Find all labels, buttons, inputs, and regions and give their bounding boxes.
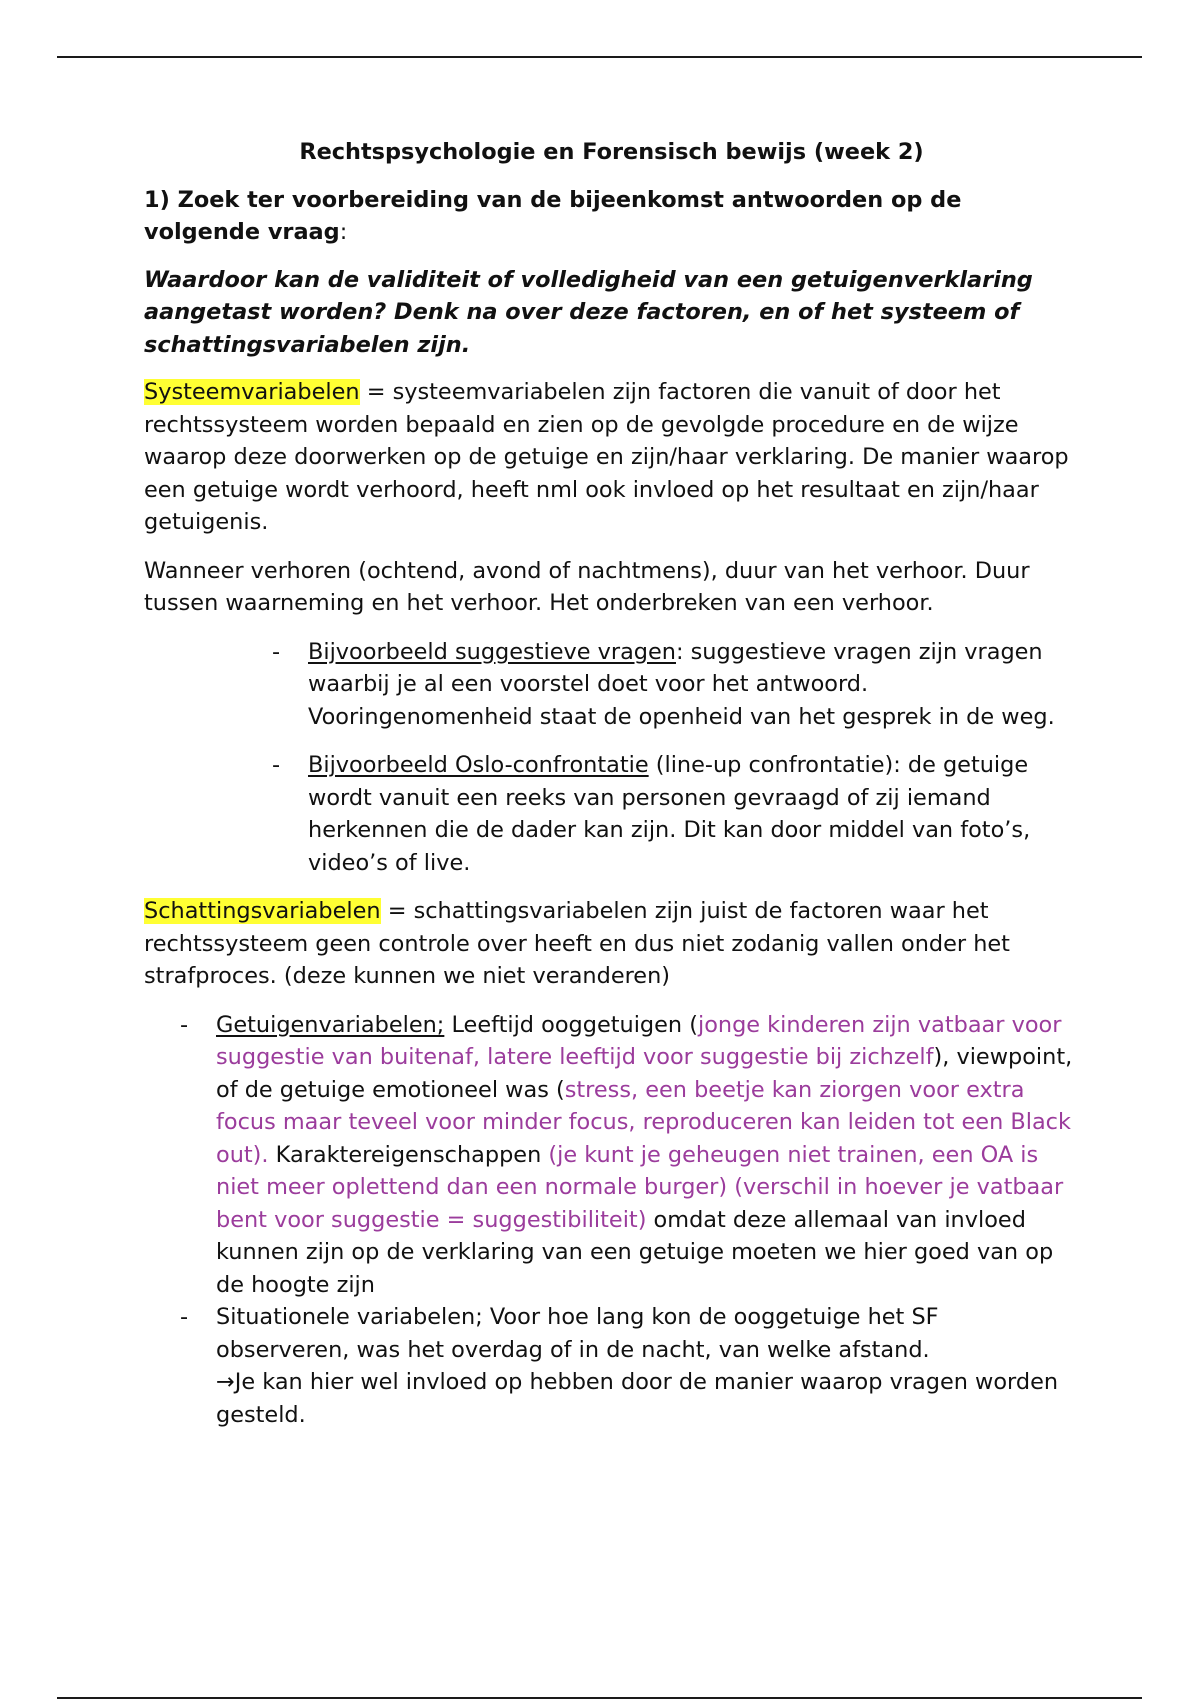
situationele-arrow-text: Je kan hier wel invloed op hebben door de manier waarop vragen worden gesteld. bbox=[216, 1369, 1059, 1428]
question-heading bbox=[144, 184, 1079, 249]
question-text: 1) Zoek ter voorbereiding van de bijeenkomst antwoorden op de volgende vraag bbox=[144, 186, 962, 245]
systeem-examples-list bbox=[144, 636, 1079, 880]
example-label: Bijvoorbeeld Oslo-confrontatie bbox=[308, 752, 649, 778]
page-top-rule bbox=[57, 56, 1142, 58]
page-bottom-rule bbox=[57, 1697, 1142, 1699]
list-item-situationele bbox=[180, 1301, 1079, 1431]
example-text: (line-up confrontatie): de getuige wordt vanuit een reeks van personen gevraagd of zij iemand herkennen die de dader kan zijn. Dit kan door middel van foto’s, video’s of live. bbox=[308, 752, 1031, 876]
list-item-getuigen bbox=[180, 1009, 1079, 1302]
situationele-text: Situationele variabelen; Voor hoe lang kon de ooggetuige het SF observeren, was het overdag of in de nacht, van welke afstand. bbox=[216, 1304, 939, 1363]
dash-bullet: - bbox=[272, 752, 281, 778]
systeem-term-highlight: Systeemvariabelen bbox=[144, 379, 360, 405]
systeem-definition: = systeemvariabelen zijn factoren die vanuit of door het rechtssysteem worden bepaald en zien op de gevolgde procedure en de wijze waarop deze doorwerken op de getuige en zijn/haar verklaring. De manier waarop een getuige wordt verhoord, heeft nml ook invloed op het resultaat en zijn/haar getuigenis. bbox=[144, 379, 1069, 535]
arrow-icon: → bbox=[216, 1369, 235, 1395]
getuigen-text-1: Leeftijd ooggetuigen ( bbox=[444, 1011, 698, 1038]
example-text: : suggestieve vragen zijn vragen waarbij je al een voorstel doet voor het antwoord. Vooringenomenheid staat de openheid van het gesprek in de weg. bbox=[308, 638, 1055, 730]
getuigen-note-2: stress, een beetje kan ziorgen voor extra focus maar teveel voor minder focus, reproduceren kan leiden tot een Black out). bbox=[216, 1076, 1071, 1168]
list-item bbox=[272, 749, 1079, 879]
schatting-definition: = schattingsvariabelen zijn juist de factoren waar het rechtssysteem geen controle over heeft en dus niet zodanig vallen onder het strafproces. (deze kunnen we niet veranderen) bbox=[144, 898, 1010, 989]
getuigen-text-2: ), viewpoint, of de getuige emotioneel was ( bbox=[216, 1044, 1073, 1103]
question-italic: Waardoor kan de validiteit of volledigheid van een getuigenverklaring aangetast worden? Denk na over deze factoren, en of het systeem of schattingsvariabelen zijn. bbox=[144, 266, 1033, 358]
wanneer-paragraph: Wanneer verhoren (ochtend, avond of nachtmens), duur van het verhoor. Duur tussen waarneming en het verhoor. Het onderbreken van een verhoor. bbox=[144, 557, 1030, 616]
document-body bbox=[144, 136, 1079, 1431]
document-title: Rechtspsychologie en Forensisch bewijs (week 2) bbox=[299, 139, 924, 165]
getuigen-text-4: omdat deze allemaal van invloed kunnen zijn op de verklaring van een getuige moeten we hier goed van op de hoogte zijn bbox=[216, 1206, 1054, 1298]
schatting-term-highlight: Schattingsvariabelen bbox=[144, 898, 381, 924]
getuigen-note-1: jonge kinderen zijn vatbaar voor suggestie van buitenaf, latere leeftijd voor suggestie bij zichzelf bbox=[216, 1011, 1062, 1070]
list-item bbox=[272, 636, 1079, 734]
getuigen-text-3: Karaktereigenschappen bbox=[268, 1141, 549, 1168]
getuigen-label: Getuigenvariabelen; bbox=[216, 1011, 445, 1038]
dash-bullet: - bbox=[272, 638, 281, 665]
schatting-list bbox=[144, 1009, 1079, 1432]
dash-bullet: - bbox=[180, 1011, 189, 1038]
schatting-paragraph bbox=[144, 895, 1079, 993]
getuigen-note-3: (je kunt je geheugen niet trainen, een OA is niet meer oplettend dan een normale burger) (verschil in hoever je vatbaar bent voor suggestie = suggestibiliteit) bbox=[216, 1141, 1064, 1233]
dash-bullet: - bbox=[180, 1304, 189, 1330]
systeem-paragraph bbox=[144, 376, 1079, 539]
example-label: Bijvoorbeeld suggestieve vragen bbox=[308, 638, 676, 665]
question-colon: : bbox=[339, 219, 348, 245]
